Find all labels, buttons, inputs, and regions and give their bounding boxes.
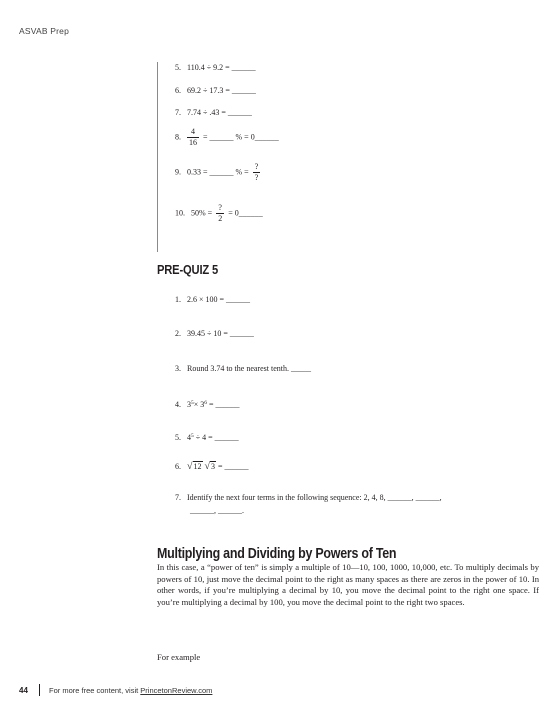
quiz-item-1 xyxy=(175,295,250,305)
operator-text: × 3 xyxy=(193,400,205,409)
fraction-denominator: 2 xyxy=(218,214,223,223)
pre-quiz-title: PRE-QUIZ 5 xyxy=(157,262,219,277)
radicand: 12 xyxy=(193,462,202,471)
problem-text: 7.74 ÷ .43 = ______ xyxy=(187,108,252,117)
fraction-denominator: ? xyxy=(254,173,259,182)
exponent: 6 xyxy=(204,400,208,406)
problem-7 xyxy=(175,108,252,118)
problem-number: 3. xyxy=(175,364,181,373)
problem-text: 2.6 × 100 = ______ xyxy=(187,295,251,304)
problem-text: 50% = xyxy=(191,208,213,218)
problem-text: ______, ______. xyxy=(190,506,244,515)
problem-number: 7. xyxy=(175,493,181,502)
quiz-item-4 xyxy=(175,398,240,410)
fraction xyxy=(253,162,261,183)
for-example-text: For example xyxy=(157,652,201,662)
body-paragraph: In this case, a “power of ten” is simply a multiple of 10—10, 100, 1000, 10,000, etc. To multiply decimals by powers of 10, just move the decimal point to the right as many spaces as there are zeros in the power of 10. In other words, if you’re multiplying a decimal by 10, you move the decimal point to the right one space. If you’re multiplying a decimal by 100, you move the decimal point to the right two spaces. xyxy=(157,562,539,608)
problem-8 xyxy=(175,127,279,148)
fraction xyxy=(187,127,199,148)
quiz-item-5 xyxy=(175,431,239,443)
problem-text: 69.2 ÷ 17.3 = ______ xyxy=(187,86,256,95)
problem-number: 6. xyxy=(175,462,181,471)
fraction-denominator: 16 xyxy=(189,138,197,147)
problem-5 xyxy=(175,63,256,73)
problem-number: 2. xyxy=(175,329,181,338)
base: 3 xyxy=(187,400,191,409)
exponent: 5 xyxy=(191,433,194,439)
quiz-item-7 xyxy=(175,493,442,503)
problem-text: Identify the next four terms in the following sequence: 2, 4, 8, ______, ______, xyxy=(187,493,442,502)
problem-text: Round 3.74 to the nearest tenth. _____ xyxy=(187,364,311,373)
problem-9 xyxy=(175,162,262,183)
quiz-item-6 xyxy=(175,461,249,472)
problem-text: = ______ % = 0______ xyxy=(203,132,279,142)
problem-text: = 0______ xyxy=(228,208,263,218)
exponent: 5 xyxy=(191,400,194,406)
problem-text: 110.4 ÷ 9.2 = ______ xyxy=(187,63,256,72)
margin-rule xyxy=(157,62,158,252)
footer-caption: For more free content, visit xyxy=(49,686,141,695)
problem-text: 0.33 = ______ % = xyxy=(187,167,249,177)
problem-text: = ______ xyxy=(218,462,249,471)
page-number: 44 xyxy=(19,686,28,695)
radicand: 3 xyxy=(211,462,215,471)
footer-link[interactable]: PrincetonReview.com xyxy=(140,686,213,695)
problem-number: 6. xyxy=(175,86,181,95)
fraction-numerator: ? xyxy=(254,162,259,171)
quiz-item-2 xyxy=(175,329,254,339)
problem-number: 7. xyxy=(175,108,181,117)
section-heading: Multiplying and Dividing by Powers of Ten xyxy=(157,546,397,562)
problem-text: = ______ xyxy=(207,400,240,409)
problem-6 xyxy=(175,86,256,96)
problem-text: 39.45 ÷ 10 = ______ xyxy=(187,329,254,338)
radical-icon: √ xyxy=(204,461,210,472)
footer-divider xyxy=(39,684,40,696)
problem-number: 4. xyxy=(175,400,181,409)
quiz-item-3 xyxy=(175,364,311,374)
problem-number: 5. xyxy=(175,433,181,442)
problem-number: 1. xyxy=(175,295,181,304)
running-head: ASVAB Prep xyxy=(19,26,70,36)
fraction-numerator: 4 xyxy=(187,127,199,138)
footer-text xyxy=(49,686,212,695)
problem-10 xyxy=(175,203,263,224)
radical-icon: √ xyxy=(187,461,193,472)
fraction xyxy=(216,203,224,224)
problem-number: 8. xyxy=(175,132,181,142)
problem-number: 9. xyxy=(175,167,181,177)
base: 4 xyxy=(187,433,191,442)
quiz-item-7-continued xyxy=(190,506,244,516)
problem-text: ÷ 4 = ______ xyxy=(193,433,239,442)
problem-number: 10. xyxy=(175,208,185,218)
fraction-numerator: ? xyxy=(216,203,224,214)
problem-number: 5. xyxy=(175,63,181,72)
